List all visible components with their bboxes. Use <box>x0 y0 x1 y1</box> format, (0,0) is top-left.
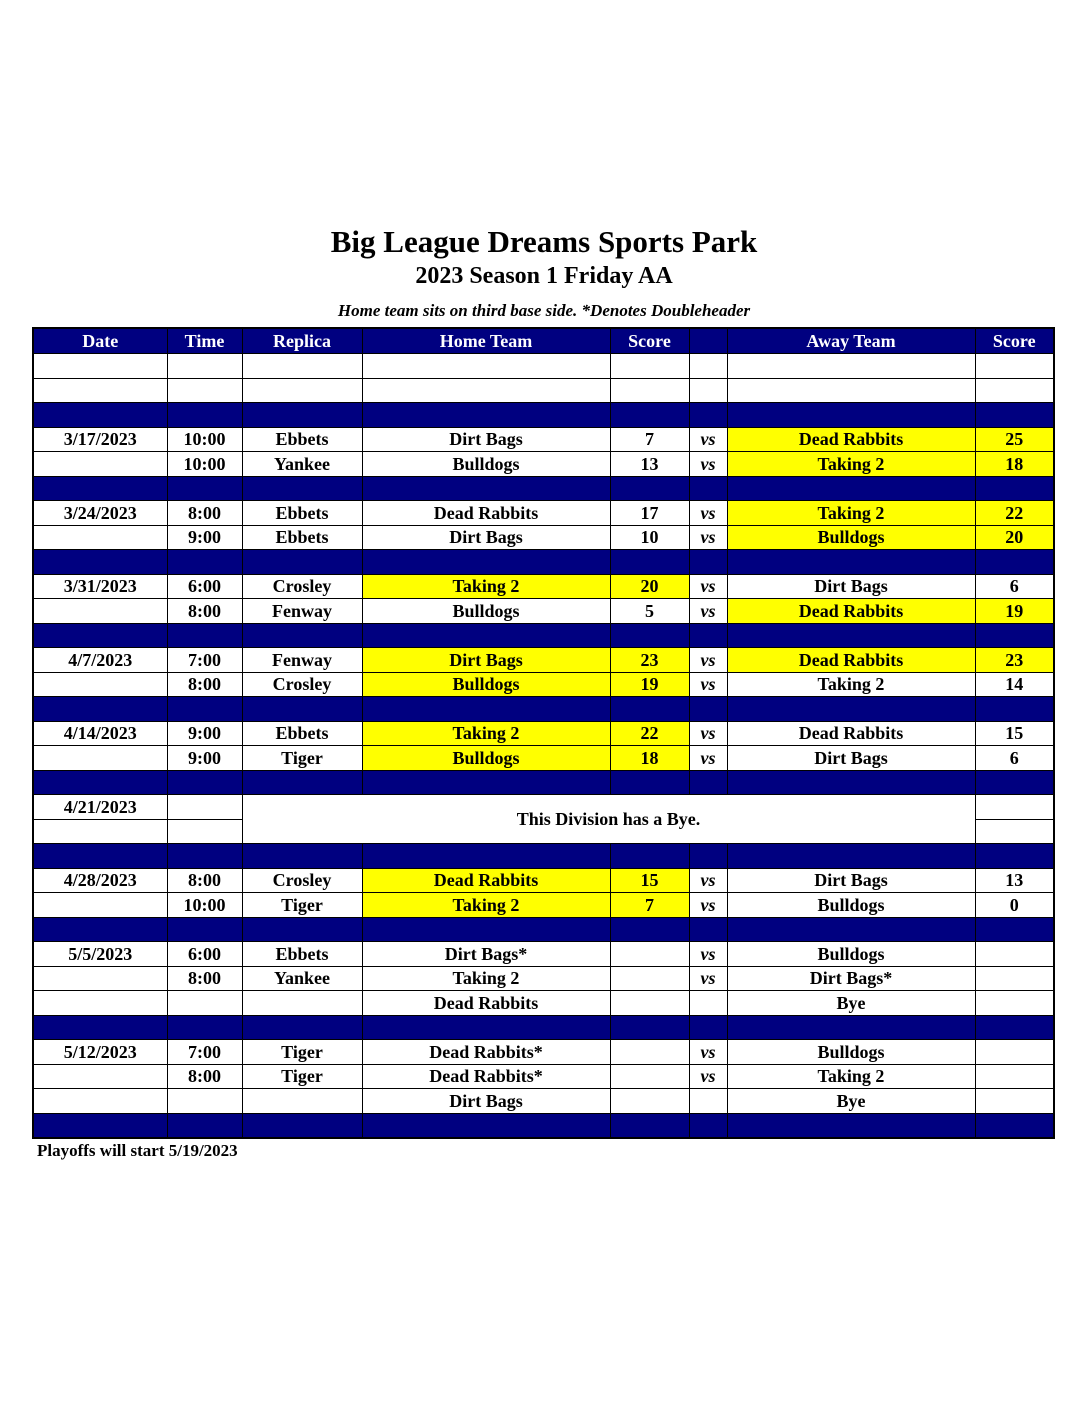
home-team: Dead Rabbits <box>362 991 610 1016</box>
game-date <box>33 991 167 1016</box>
game-replica: Ebbets <box>242 525 362 550</box>
separator-cell <box>975 697 1054 722</box>
away-score: 25 <box>975 427 1054 452</box>
away-team: Dirt Bags <box>727 868 975 893</box>
game-time: 9:00 <box>167 721 242 746</box>
game-time <box>167 1089 242 1114</box>
separator-cell <box>975 623 1054 648</box>
vs-label: vs <box>689 525 727 550</box>
col-header-home-team: Home Team <box>362 328 610 354</box>
away-team: Taking 2 <box>727 452 975 477</box>
game-date: 4/14/2023 <box>33 721 167 746</box>
separator-cell <box>362 403 610 428</box>
separator-cell <box>362 623 610 648</box>
separator-cell <box>689 844 727 869</box>
separator-row <box>33 770 1054 795</box>
game-time: 8:00 <box>167 672 242 697</box>
separator-cell <box>689 550 727 575</box>
blank-cell <box>610 354 689 379</box>
game-time: 8:00 <box>167 966 242 991</box>
table-header-row <box>33 328 1054 354</box>
bye-message: This Division has a Bye. <box>242 795 975 844</box>
separator-cell <box>167 1113 242 1138</box>
game-row <box>33 501 1054 526</box>
game-date <box>33 525 167 550</box>
game-date: 3/31/2023 <box>33 574 167 599</box>
home-score: 13 <box>610 452 689 477</box>
separator-cell <box>727 697 975 722</box>
game-date: 5/5/2023 <box>33 942 167 967</box>
separator-cell <box>727 623 975 648</box>
game-row <box>33 942 1054 967</box>
separator-cell <box>242 550 362 575</box>
separator-cell <box>242 697 362 722</box>
away-team: Dirt Bags* <box>727 966 975 991</box>
separator-cell <box>33 623 167 648</box>
game-row <box>33 893 1054 918</box>
separator-cell <box>689 1015 727 1040</box>
home-score: 20 <box>610 574 689 599</box>
game-time: 8:00 <box>167 501 242 526</box>
separator-cell <box>362 1113 610 1138</box>
vs-label: vs <box>689 501 727 526</box>
game-date: 3/17/2023 <box>33 427 167 452</box>
away-team: Taking 2 <box>727 1064 975 1089</box>
game-time: 6:00 <box>167 574 242 599</box>
separator-row <box>33 697 1054 722</box>
separator-row <box>33 1113 1054 1138</box>
vs-label: vs <box>689 1064 727 1089</box>
separator-cell <box>242 1015 362 1040</box>
home-score <box>610 1040 689 1065</box>
home-team: Taking 2 <box>362 966 610 991</box>
away-score: 14 <box>975 672 1054 697</box>
game-row <box>33 991 1054 1016</box>
home-team: Dirt Bags <box>362 427 610 452</box>
game-time: 7:00 <box>167 648 242 673</box>
playoffs-note: Playoffs will start 5/19/2023 <box>37 1141 238 1160</box>
separator-cell <box>167 403 242 428</box>
game-date <box>33 893 167 918</box>
separator-cell <box>167 623 242 648</box>
away-team: Dead Rabbits <box>727 721 975 746</box>
separator-cell <box>727 1113 975 1138</box>
col-header-replica: Replica <box>242 328 362 354</box>
game-time: 8:00 <box>167 599 242 624</box>
separator-cell <box>727 403 975 428</box>
separator-cell <box>689 917 727 942</box>
game-date <box>33 746 167 771</box>
game-replica: Ebbets <box>242 427 362 452</box>
home-team: Taking 2 <box>362 574 610 599</box>
away-score: 23 <box>975 648 1054 673</box>
vs-label: vs <box>689 648 727 673</box>
separator-cell <box>242 770 362 795</box>
blank-row <box>33 378 1054 403</box>
blank-cell <box>727 378 975 403</box>
away-score <box>975 991 1054 1016</box>
separator-cell <box>610 844 689 869</box>
separator-cell <box>610 917 689 942</box>
game-replica: Tiger <box>242 893 362 918</box>
separator-cell <box>689 770 727 795</box>
vs-label: vs <box>689 574 727 599</box>
away-score <box>975 1040 1054 1065</box>
home-team: Dead Rabbits* <box>362 1064 610 1089</box>
separator-cell <box>610 1015 689 1040</box>
separator-cell <box>975 770 1054 795</box>
game-replica <box>242 991 362 1016</box>
game-time: 10:00 <box>167 427 242 452</box>
game-replica: Yankee <box>242 452 362 477</box>
game-row <box>33 721 1054 746</box>
game-row <box>33 966 1054 991</box>
home-team: Dirt Bags <box>362 648 610 673</box>
blank-cell <box>975 354 1054 379</box>
blank-cell <box>167 795 242 820</box>
separator-row <box>33 1015 1054 1040</box>
blank-cell <box>975 795 1054 820</box>
separator-cell <box>727 476 975 501</box>
separator-cell <box>362 917 610 942</box>
away-score: 20 <box>975 525 1054 550</box>
col-header-away-score: Score <box>975 328 1054 354</box>
game-date: 4/28/2023 <box>33 868 167 893</box>
game-row <box>33 648 1054 673</box>
away-score: 18 <box>975 452 1054 477</box>
away-team: Bye <box>727 991 975 1016</box>
game-replica: Ebbets <box>242 501 362 526</box>
blank-cell <box>689 378 727 403</box>
separator-cell <box>167 1015 242 1040</box>
separator-cell <box>362 844 610 869</box>
separator-cell <box>727 1015 975 1040</box>
blank-cell <box>167 819 242 844</box>
separator-cell <box>727 770 975 795</box>
game-date: 3/24/2023 <box>33 501 167 526</box>
home-score <box>610 966 689 991</box>
away-score: 15 <box>975 721 1054 746</box>
separator-cell <box>975 1015 1054 1040</box>
away-team: Dead Rabbits <box>727 599 975 624</box>
game-date <box>33 599 167 624</box>
game-date <box>33 1089 167 1114</box>
separator-cell <box>975 917 1054 942</box>
separator-cell <box>33 1015 167 1040</box>
game-row <box>33 599 1054 624</box>
separator-row <box>33 844 1054 869</box>
game-replica: Yankee <box>242 966 362 991</box>
schedule-note: Home team sits on third base side. *Denotes Doubleheader <box>337 301 751 320</box>
away-score: 0 <box>975 893 1054 918</box>
page-subtitle: 2023 Season 1 Friday AA <box>415 263 673 289</box>
separator-cell <box>362 770 610 795</box>
game-replica: Tiger <box>242 1064 362 1089</box>
separator-row <box>33 550 1054 575</box>
away-team: Bulldogs <box>727 893 975 918</box>
separator-cell <box>33 917 167 942</box>
home-score: 10 <box>610 525 689 550</box>
game-replica: Ebbets <box>242 721 362 746</box>
home-team: Dirt Bags <box>362 525 610 550</box>
blank-cell <box>167 354 242 379</box>
away-score: 6 <box>975 746 1054 771</box>
blank-cell <box>33 354 167 379</box>
home-score: 17 <box>610 501 689 526</box>
away-team: Taking 2 <box>727 672 975 697</box>
col-header-date: Date <box>33 328 167 354</box>
separator-cell <box>610 623 689 648</box>
away-score: 22 <box>975 501 1054 526</box>
blank-cell <box>167 378 242 403</box>
vs-label <box>689 991 727 1016</box>
col-header-vs <box>689 328 727 354</box>
vs-label: vs <box>689 672 727 697</box>
vs-label: vs <box>689 427 727 452</box>
game-time <box>167 991 242 1016</box>
separator-cell <box>362 550 610 575</box>
game-date <box>33 966 167 991</box>
home-team: Dead Rabbits <box>362 868 610 893</box>
separator-cell <box>33 1113 167 1138</box>
schedule-body <box>33 354 1054 1139</box>
away-score <box>975 1089 1054 1114</box>
game-row <box>33 452 1054 477</box>
separator-cell <box>362 476 610 501</box>
game-replica: Crosley <box>242 672 362 697</box>
separator-cell <box>33 476 167 501</box>
separator-cell <box>975 476 1054 501</box>
away-score: 13 <box>975 868 1054 893</box>
separator-cell <box>610 1113 689 1138</box>
away-team: Dirt Bags <box>727 746 975 771</box>
away-team: Dirt Bags <box>727 574 975 599</box>
away-team: Taking 2 <box>727 501 975 526</box>
game-replica: Crosley <box>242 868 362 893</box>
vs-label: vs <box>689 966 727 991</box>
home-team: Dirt Bags <box>362 1089 610 1114</box>
separator-cell <box>242 1113 362 1138</box>
vs-label <box>689 1089 727 1114</box>
separator-cell <box>689 697 727 722</box>
separator-cell <box>33 770 167 795</box>
schedule-table <box>32 327 1055 1139</box>
game-replica: Crosley <box>242 574 362 599</box>
home-team: Dead Rabbits <box>362 501 610 526</box>
separator-cell <box>727 550 975 575</box>
game-replica: Tiger <box>242 746 362 771</box>
game-time: 6:00 <box>167 942 242 967</box>
blank-cell <box>33 378 167 403</box>
game-row <box>33 746 1054 771</box>
separator-cell <box>689 1113 727 1138</box>
separator-cell <box>33 550 167 575</box>
home-score <box>610 942 689 967</box>
separator-row <box>33 476 1054 501</box>
separator-cell <box>167 550 242 575</box>
game-date: 5/12/2023 <box>33 1040 167 1065</box>
game-time: 9:00 <box>167 525 242 550</box>
separator-cell <box>727 917 975 942</box>
blank-cell <box>727 354 975 379</box>
separator-cell <box>689 623 727 648</box>
away-team: Bulldogs <box>727 1040 975 1065</box>
game-time: 9:00 <box>167 746 242 771</box>
vs-label: vs <box>689 893 727 918</box>
game-time: 7:00 <box>167 1040 242 1065</box>
separator-row <box>33 917 1054 942</box>
separator-cell <box>33 697 167 722</box>
separator-cell <box>167 917 242 942</box>
separator-cell <box>167 697 242 722</box>
vs-label: vs <box>689 868 727 893</box>
away-team: Bye <box>727 1089 975 1114</box>
away-score <box>975 1064 1054 1089</box>
separator-cell <box>362 1015 610 1040</box>
blank-row <box>33 354 1054 379</box>
home-team: Bulldogs <box>362 746 610 771</box>
blank-cell <box>362 354 610 379</box>
vs-label: vs <box>689 721 727 746</box>
bye-row <box>33 795 1054 820</box>
game-row <box>33 574 1054 599</box>
separator-cell <box>610 476 689 501</box>
game-replica: Fenway <box>242 599 362 624</box>
separator-cell <box>33 844 167 869</box>
game-row <box>33 868 1054 893</box>
vs-label: vs <box>689 599 727 624</box>
game-row <box>33 525 1054 550</box>
blank-cell <box>975 819 1054 844</box>
blank-cell <box>242 354 362 379</box>
game-replica: Tiger <box>242 1040 362 1065</box>
home-team: Dead Rabbits* <box>362 1040 610 1065</box>
game-date <box>33 1064 167 1089</box>
blank-cell <box>689 354 727 379</box>
separator-cell <box>242 917 362 942</box>
game-row <box>33 1064 1054 1089</box>
separator-row <box>33 623 1054 648</box>
col-header-away-team: Away Team <box>727 328 975 354</box>
blank-cell <box>975 378 1054 403</box>
vs-label: vs <box>689 942 727 967</box>
separator-cell <box>610 403 689 428</box>
home-score <box>610 1064 689 1089</box>
game-time: 8:00 <box>167 1064 242 1089</box>
home-score: 18 <box>610 746 689 771</box>
home-score: 5 <box>610 599 689 624</box>
separator-cell <box>975 1113 1054 1138</box>
separator-cell <box>975 550 1054 575</box>
home-team: Bulldogs <box>362 599 610 624</box>
separator-cell <box>975 844 1054 869</box>
game-row <box>33 427 1054 452</box>
blank-cell <box>610 378 689 403</box>
separator-row <box>33 403 1054 428</box>
game-replica: Fenway <box>242 648 362 673</box>
home-score: 23 <box>610 648 689 673</box>
game-date: 4/7/2023 <box>33 648 167 673</box>
separator-cell <box>242 623 362 648</box>
home-team: Bulldogs <box>362 452 610 477</box>
separator-cell <box>610 770 689 795</box>
home-team: Bulldogs <box>362 672 610 697</box>
separator-cell <box>362 697 610 722</box>
col-header-home-score: Score <box>610 328 689 354</box>
game-time: 8:00 <box>167 868 242 893</box>
game-row <box>33 672 1054 697</box>
game-replica <box>242 1089 362 1114</box>
separator-cell <box>242 844 362 869</box>
home-score: 7 <box>610 893 689 918</box>
separator-cell <box>33 403 167 428</box>
away-score <box>975 966 1054 991</box>
separator-cell <box>242 403 362 428</box>
home-score <box>610 1089 689 1114</box>
away-team: Dead Rabbits <box>727 427 975 452</box>
game-row <box>33 1040 1054 1065</box>
page-title: Big League Dreams Sports Park <box>330 224 758 259</box>
away-team: Bulldogs <box>727 942 975 967</box>
home-score: 22 <box>610 721 689 746</box>
home-team: Dirt Bags* <box>362 942 610 967</box>
game-date <box>33 672 167 697</box>
separator-cell <box>610 550 689 575</box>
blank-cell <box>33 819 167 844</box>
separator-cell <box>975 403 1054 428</box>
home-score: 15 <box>610 868 689 893</box>
separator-cell <box>167 770 242 795</box>
home-team: Taking 2 <box>362 893 610 918</box>
separator-cell <box>689 403 727 428</box>
game-date <box>33 452 167 477</box>
game-replica: Ebbets <box>242 942 362 967</box>
away-score <box>975 942 1054 967</box>
vs-label: vs <box>689 746 727 771</box>
home-team: Taking 2 <box>362 721 610 746</box>
vs-label: vs <box>689 452 727 477</box>
away-score: 6 <box>975 574 1054 599</box>
home-score: 7 <box>610 427 689 452</box>
separator-cell <box>610 697 689 722</box>
separator-cell <box>727 844 975 869</box>
vs-label: vs <box>689 1040 727 1065</box>
separator-cell <box>167 476 242 501</box>
separator-cell <box>242 476 362 501</box>
blank-cell <box>242 378 362 403</box>
home-score <box>610 991 689 1016</box>
away-score: 19 <box>975 599 1054 624</box>
separator-cell <box>689 476 727 501</box>
game-date: 4/21/2023 <box>33 795 167 820</box>
game-row <box>33 1089 1054 1114</box>
separator-cell <box>167 844 242 869</box>
game-time: 10:00 <box>167 452 242 477</box>
away-team: Bulldogs <box>727 525 975 550</box>
game-time: 10:00 <box>167 893 242 918</box>
away-team: Dead Rabbits <box>727 648 975 673</box>
blank-cell <box>362 378 610 403</box>
home-score: 19 <box>610 672 689 697</box>
col-header-time: Time <box>167 328 242 354</box>
